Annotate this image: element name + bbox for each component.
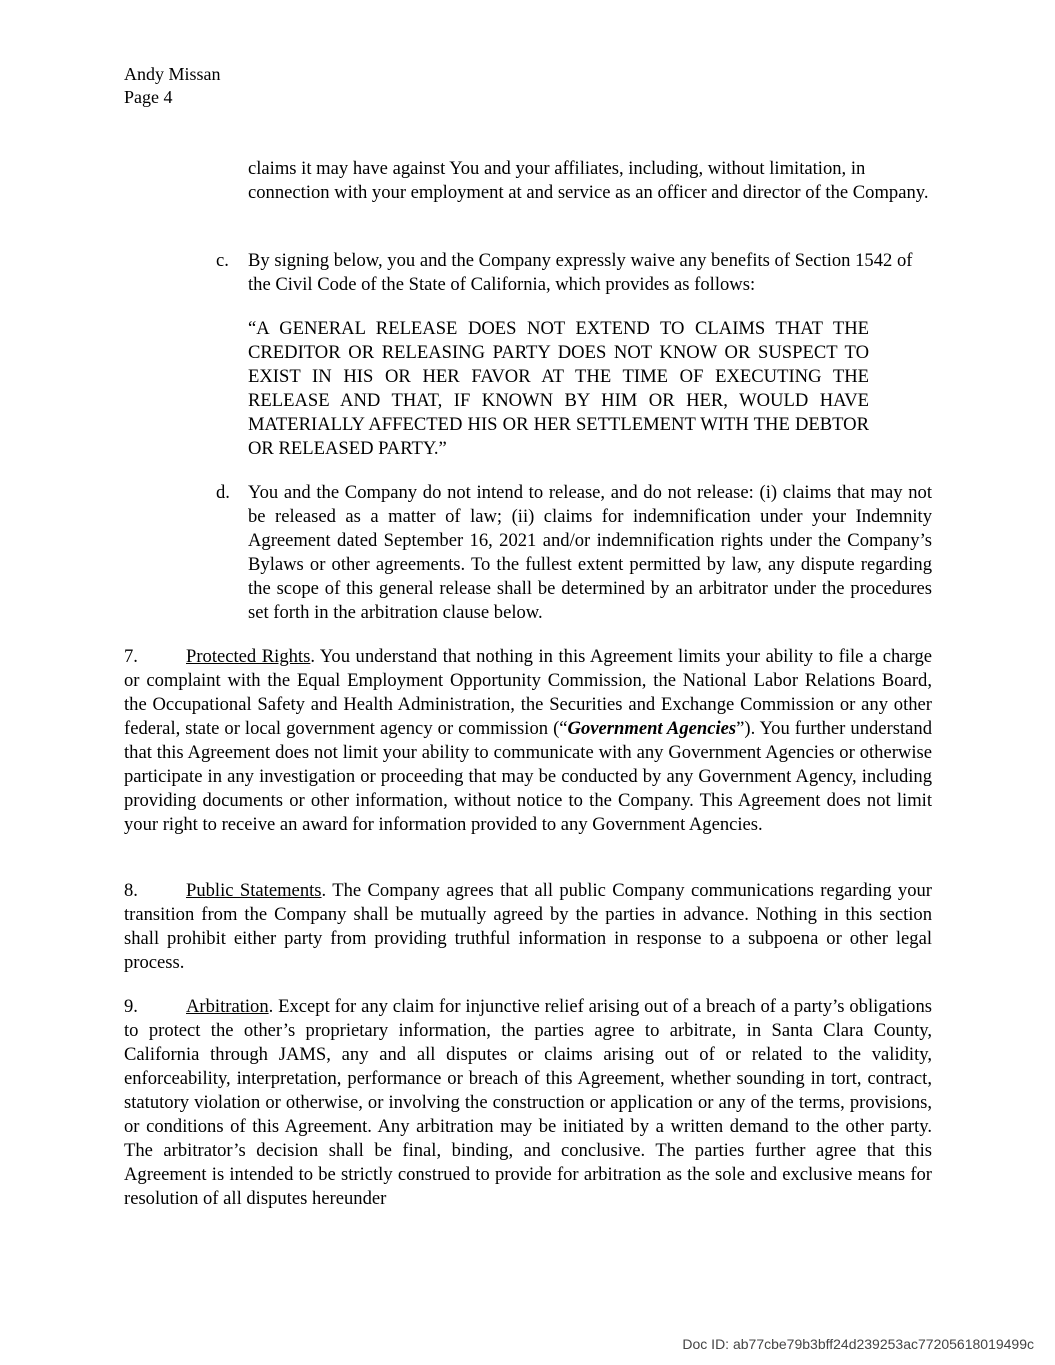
page-number: Page 4 bbox=[124, 87, 173, 107]
section-9-number: 9. bbox=[124, 996, 138, 1017]
section-7-text-part1: . You understand that nothing in this Agreement limits your ability to file a charge or complaint with the Equal Employment Opportunity Commission, the National Labor Relations Board, the Occupational Safety and Health Administration, the Securities and Exchange Commission or any other federal, state or local government agency or commission (“ bbox=[124, 646, 932, 739]
section-8-public-statements bbox=[124, 879, 932, 975]
subsection-c bbox=[216, 249, 932, 297]
section-9-arbitration bbox=[124, 995, 932, 1211]
civil-code-quote: “A GENERAL RELEASE DOES NOT EXTEND TO CLAIMS THAT THE CREDITOR OR RELEASING PARTY DOES NOT KNOW OR SUSPECT TO EXIST IN HIS OR HER FAVOR AT THE TIME OF EXECUTING THE RELEASE AND THAT, IF KNOWN BY HIM OR HER, WOULD HAVE MATERIALLY AFFECTED HIS OR HER SETTLEMENT WITH THE DEBTOR OR RELEASED PARTY.” bbox=[248, 318, 869, 459]
section-7-heading: Protected Rights bbox=[186, 646, 311, 667]
section-8-heading: Public Statements bbox=[186, 880, 322, 901]
section-8-number: 8. bbox=[124, 880, 138, 901]
doc-id-footer: Doc ID: ab77cbe79b3bff24d239253ac77205618019499c bbox=[682, 1336, 1034, 1352]
page-header bbox=[124, 63, 221, 109]
section-9-heading: Arbitration bbox=[186, 996, 269, 1017]
section-7-text-part2: ”). You further understand that this Agreement does not limit your ability to communicate with any Government Agencies or otherwise participate in any investigation or proceeding that may be conducted by any Government Agency, including providing documents or other information, without notice to the Company. This Agreement does not limit your right to receive an award for information provided to any Government Agencies. bbox=[124, 718, 932, 835]
section-7-defined-term: Government Agencies bbox=[567, 718, 737, 739]
subsection-d bbox=[216, 481, 932, 625]
section-8-text: . The Company agrees that all public Company communications regarding your transition from the Company shall be mutually agreed by the parties in advance. Nothing in this section shall prohibit either party from providing truthful information in response to a subpoena or other legal process. bbox=[124, 880, 932, 973]
section-9-text: . Except for any claim for injunctive relief arising out of a breach of a party’s obligations to protect the other’s proprietary information, the parties agree to arbitrate, in Santa Clara County, California through JAMS, any and all disputes or claims arising out of or related to the validity, enforceability, interpretation, performance or breach of this Agreement, whether sounding in tort, contract, statutory violation or otherwise, or involving the construction or application or any of the terms, provisions, or conditions of this Agreement. Any arbitration may be initiated by a written demand to the other party. The arbitrator’s decision shall be final, binding, and conclusive. The parties further agree that this Agreement is intended to be strictly construed to provide for arbitration as the sole and exclusive means for resolution of all disputes hereunder bbox=[124, 996, 932, 1209]
section-7-number: 7. bbox=[124, 646, 138, 667]
section-7-protected-rights bbox=[124, 645, 932, 837]
subsection-d-text: You and the Company do not intend to release, and do not release: (i) claims that may not be released as a matter of law; (ii) claims for indemnification under your Indemnity Agreement dated September 16, 2021 and/or indemnification rights under the Company’s Bylaws or other agreements. To the fullest extent permitted by law, any dispute regarding the scope of this general release shall be determined by an arbitrator under the procedures set forth in the arbitration clause below. bbox=[248, 482, 932, 623]
subsection-d-letter: d. bbox=[216, 482, 230, 503]
subsection-c-letter: c. bbox=[216, 250, 229, 271]
subsection-c-text: By signing below, you and the Company expressly waive any benefits of Section 1542 of the Civil Code of the State of California, which provides as follows: bbox=[248, 250, 913, 295]
recipient-name: Andy Missan bbox=[124, 64, 221, 84]
continuation-paragraph: claims it may have against You and your affiliates, including, without limitation, in connection with your employment at and service as an officer and director of the Company. bbox=[248, 158, 929, 203]
